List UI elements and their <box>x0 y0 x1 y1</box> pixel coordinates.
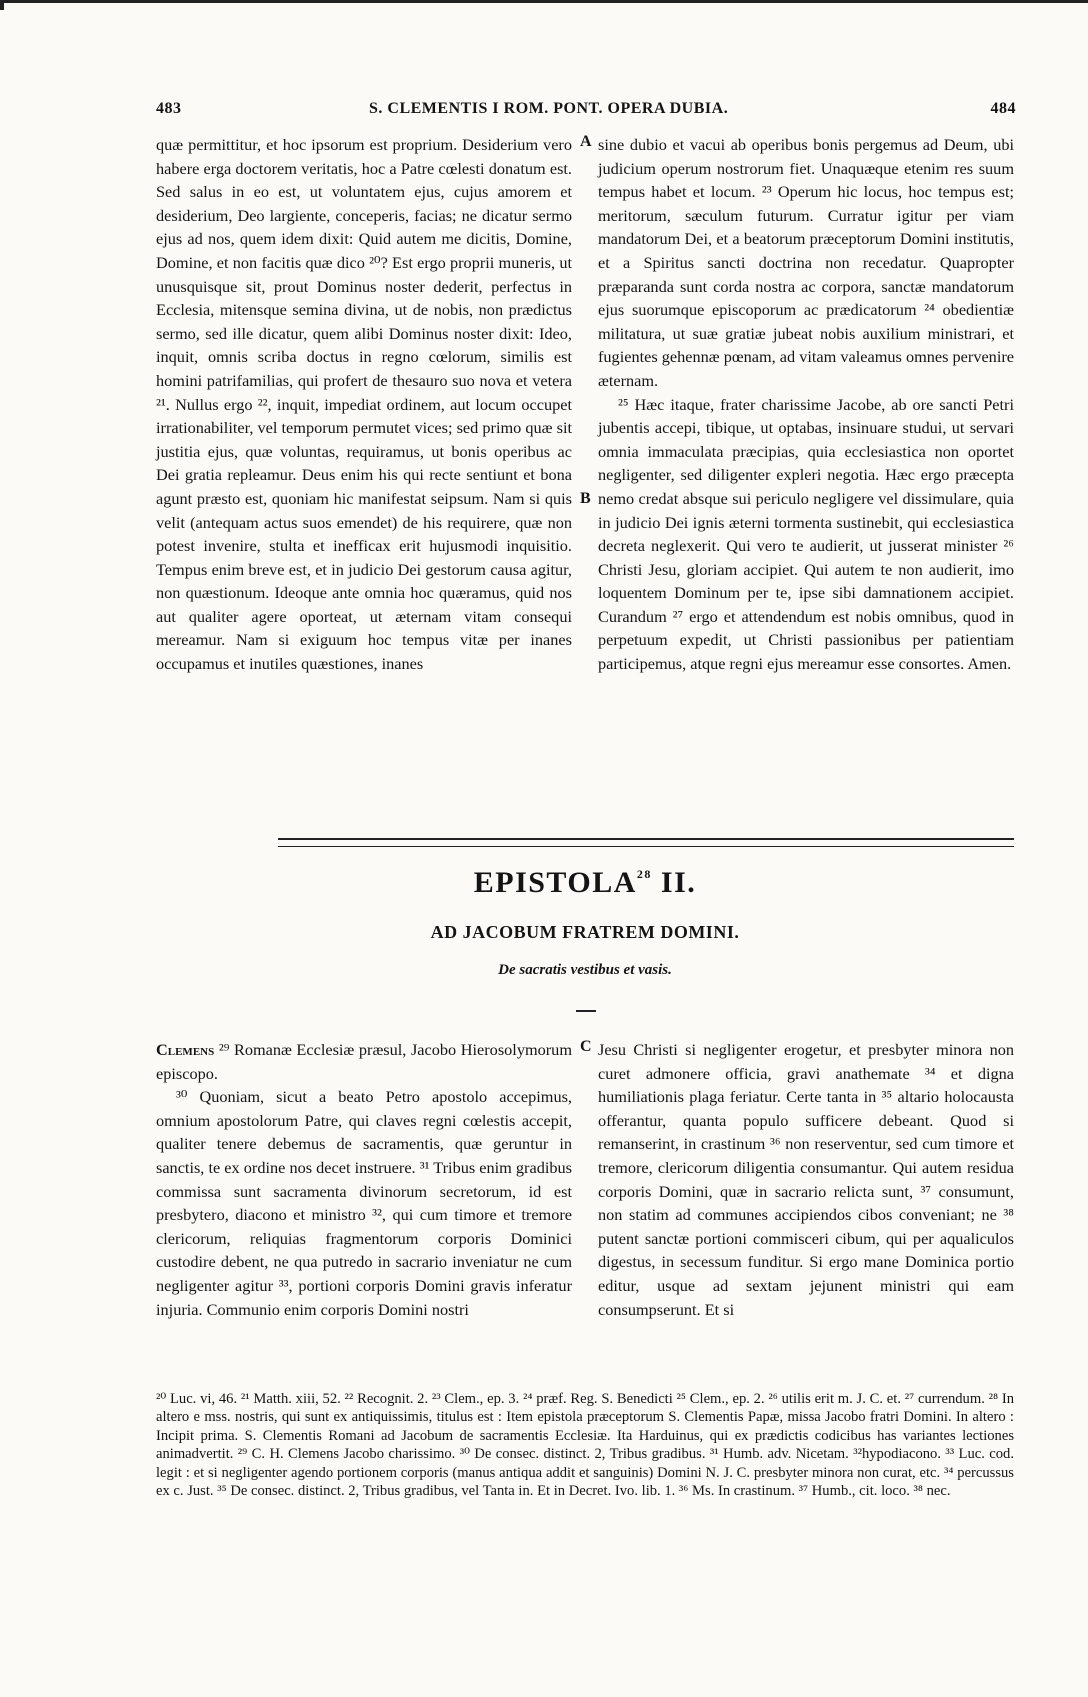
epistola-number: II. <box>660 866 697 899</box>
page-frame-top <box>0 0 1088 3</box>
footnote-text: ²⁰ Luc. vi, 46. ²¹ Matth. xiii, 52. ²² Recognit. 2. ²³ Clem., ep. 3. ²⁴ præf. Reg. S. Benedicti ²⁵ Clem., ep. 2. ²⁶ utilis erit m. J. C. et. ²⁷ currendum. ²⁸ In altero e mss. nostris, qui sunt ex antiquissimis, titulus est : Item epistola præceptorum S. Clementis Papæ, missa Jacobo fratri Domini. In altero : Incipit prima. S. Clementis Romani ad Jacobum de sacramentis Ecclesiæ. Ita Harduinus, qui ex prædictis codicibus has variantes lectiones animadvertit. ²⁹ C. H. Clemens Jacobo charissimo. ³⁰ De consec. distinct. 2, Tribus gradibus. ³¹ Humb. adv. Nicetam. ³²hypodiacono. ³³ Luc. cod. legit : et si negligenter agendo portionem corporis (manus antiqua addit et sanguinis) Domini N. J. C. presbyter minora non curat, etc. ³⁴ percussus ex c. Just. ³⁵ De consec. distinct. 2, Tribus gradibus, vel Tanta in. Et in Decret. Ivo. lib. 1. ³⁶ Ms. In crastinum. ³⁷ Humb., cit. loco. ³⁸ nec. <box>156 1391 1014 1500</box>
epistola-title-note: 28 <box>636 867 652 881</box>
column-left-part2 <box>156 1038 572 1354</box>
column-left-part1 <box>156 133 572 813</box>
title-dash <box>576 1010 596 1012</box>
running-title: S. CLEMENTIS I ROM. PONT. OPERA DUBIA. <box>369 100 729 117</box>
page-frame-left <box>0 0 4 10</box>
salutation-rest: ²⁹ Romanæ Ecclesiæ præsul, Jacobo Hierosolymorum episcopo. <box>156 1040 572 1083</box>
margin-marker-c: C <box>580 1038 592 1055</box>
salutation <box>156 1038 572 1085</box>
page-number-right: 484 <box>990 100 1016 117</box>
epistola-title <box>156 866 1014 900</box>
margin-marker-a: A <box>580 133 592 150</box>
paragraph: ²⁵ Hæc itaque, frater charissime Jacobe, ab ore sancti Petri jubentis accepi, tibique, ut optabas, insinuare studui, ut servari omnia immaculata præcipias, quia ecclesiastica non oportet negligenter, sed diligenter expleri negotia. Hæc ergo præcepta nemo credat absque sui periculo negligere vel dissimulare, quia in judicio Dei ignis æterni tormenta sustinebit, qui ecclesiastica decreta neglexerit. Qui vero te audierit, ut jusserat minister ²⁶ Christi Jesu, gloriam accipiet. Qui autem te non audierit, imo loquentem Dominum per te, ipse sibi damnationem accipiet. Curandum ²⁷ ergo et attendendum est nobis omnibus, quod in perpetuum expedit, ut Christi passionibus per patientiam participemus, atque regni ejus mereamur esse consortes. Amen. <box>598 394 1014 674</box>
section-divider <box>278 838 1014 847</box>
paragraph: quæ permittitur, et hoc ipsorum est proprium. Desiderium vero habere erga doctorem veritatis, hoc a Patre cœlesti donatum est. Sed salus in eo est, ut voluntatem ejus, cujus amorem et desiderium, Deo largiente, conceperis, facias; ne dicatur sermo ejus ad nos, quem idem dixit: Quid autem me dicitis, Domine, Domine, et non facitis quæ dico ²⁰? Est ergo proprii muneris, ut unusquisque sit, prout Dominus noster dederit, perfectus in Ecclesia, mitensque semina divina, ut de nobis, non prædictus sermo, sed ille dicatur, quem alibi Dominus noster dixit: Ideo, inquit, omnis scriba doctus in regno cœlorum, similis est homini patrifamilias, qui profert de thesauro suo nova et vetera ²¹. Nullus ergo ²², inquit, impediat ordinem, aut locum occupet irrationabiliter, vel temporum permutet vices; sed primo quæ sit justitia ejus, quæ voluntas, requiramus, ut bonis operibus ac Dei gratia repleamur. Deus enim his qui recte sentiunt et bona agunt præsto est, quoniam hic manifestat seipsum. Nam si quis velit (antequam actus suos emendet) de his requirere, quæ non potest invenire, stulta et inefficax erit hujusmodi inquisitio. Tempus enim breve est, et in judicio Dei gestorum causa agitur, non quæstionum. Ideoque ante omnia hoc quæramus, quid nos aut qualiter agere oporteat, ut æternam vitam consequi mereamur. Nam si exiguum hoc tempus vitæ per inanes occupamus et inutiles quæstiones, inanes <box>156 135 572 674</box>
page-number-left: 483 <box>156 100 182 117</box>
column-right-part2 <box>598 1038 1014 1354</box>
paragraph: ³⁰ Quoniam, sicut a beato Petro apostolo accepimus, omnium apostolorum Patre, qui claves regni cœlestis accepit, qualiter tenere debemus de sacramentis, quæ geruntur in sanctis, te ex ordine nos decet instruere. ³¹ Tribus enim gradibus commissa sunt sacramenta divinorum secretorum, id est presbytero, diacono et ministro ³², qui cum timore et tremore clericorum, reliquias fragmentorum corporis Dominici custodire debent, ne qua putredo in sacrario inveniatur ne cum negligenter agitur ³³, portioni corporis Domini gravis inferatur injuria. Communio enim corporis Domini nostri <box>156 1087 572 1319</box>
epistola-title-word: EPISTOLA <box>473 866 637 899</box>
running-header <box>156 100 1016 126</box>
epistola-subtitle: AD JACOBUM FRATREM DOMINI. <box>430 922 740 942</box>
epistola-incipit: De sacratis vestibus et vasis. <box>498 962 672 978</box>
margin-marker-b: B <box>580 490 591 507</box>
salutation-name: Clemens <box>156 1040 215 1059</box>
column-right-part1 <box>598 133 1014 813</box>
paragraph: sine dubio et vacui ab operibus bonis pergemus ad Deum, ubi judicium operum nostrorum fiet. Unaquæque etenim res suum tempus habet et locum. ²³ Operum hic locus, hoc tempus est; meritorum, sæculum futurum. Curratur igitur per viam mandatorum Dei, et a beatorum præceptorum Domini institutis, et a Spiritus sancti doctrina non recedatur. Quapropter præparanda sunt corda nostra ac corpora, sanctæ mandatorum ejus suorumque episcoporum ac prædicatorum ²⁴ obedientiæ militatura, ut suæ gratiæ jubeat nobis auxilium ministrari, et fugientes gehennæ pœnam, ad vitam valeamus omnes pervenire æternam. <box>598 135 1014 390</box>
footnotes <box>156 1390 1014 1590</box>
paragraph: Jesu Christi si negligenter erogetur, et presbyter minora non curet admonere officia, gravi anathemate ³⁴ et digna humiliationis plaga feriatur. Certe tanta in ³⁵ altario holocausta offerantur, quanta populo sufficere debeant. Quod si remanserint, in crastinum ³⁶ non reserventur, sed cum timore et tremore, clericorum diligentia consumantur. Qui autem residua corporis Domini, quæ in sacrario relicta sunt, ³⁷ consumunt, non statim ad communes accipiendos cibos conveniant; ne ³⁸ putent sanctæ portioni commisceri cibum, qui per aqualiculos digestus, in secessum funditur. Si ergo mane Dominica portio editur, usque ad sextam jejunent ministri qui eam consumpserunt. Et si <box>598 1040 1014 1319</box>
